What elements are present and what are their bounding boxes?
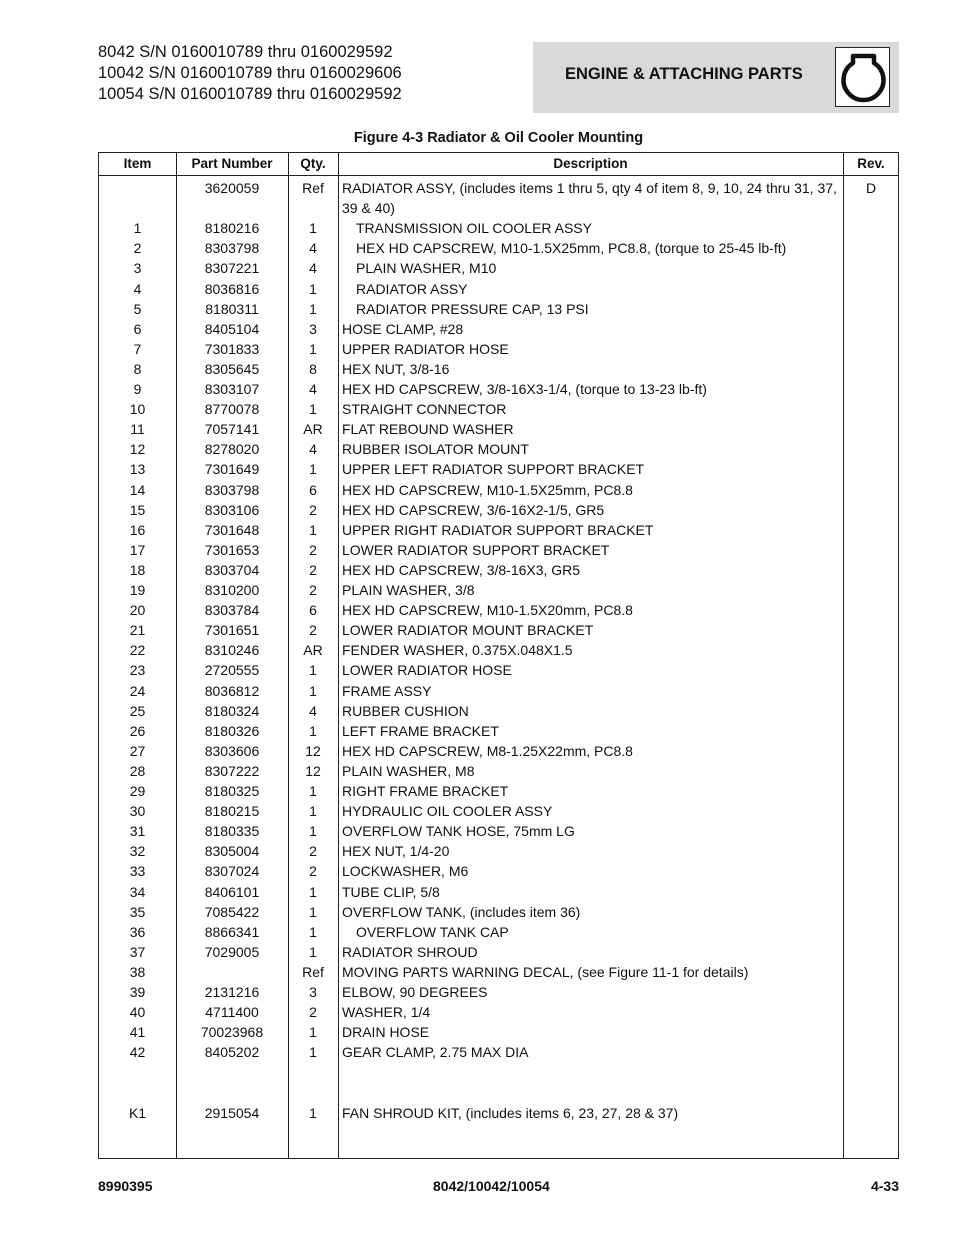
qty-cell: 2 [309,1004,317,1021]
part-number-cell: 7085422 [204,903,260,920]
qty-cell: 12 [305,742,321,759]
part-number-cell: 8180326 [204,722,260,739]
parts-table [98,152,899,1159]
description-cell: HYDRAULIC OIL COOLER ASSY [342,803,553,820]
description-cell: HOSE CLAMP, #28 [342,320,464,337]
qty-cell: 2 [309,582,317,598]
description-cell: TUBE CLIP, 5/8 [342,883,440,900]
item-cell: 39 [129,984,146,1000]
description-cell: OVERFLOW TANK CAP [356,923,509,940]
description-cell: HEX NUT, 3/8-16 [342,360,450,377]
qty-cell: 1 [309,1104,317,1121]
part-number-cell: 8180324 [204,702,260,719]
part-number-cell: 8307024 [204,863,260,880]
item-cell: 13 [129,461,146,478]
qty-cell: 2 [309,843,317,860]
item-cell: 41 [129,1024,146,1041]
item-cell: 31 [129,823,146,840]
item-cell: 9 [133,381,142,397]
description-cell: RADIATOR SHROUD [342,943,478,960]
qty-cell: 2 [309,541,317,558]
qty-cell: 2 [309,561,317,578]
part-number-cell: 8303107 [204,381,260,397]
part-number-cell: 8303606 [204,742,260,759]
footer-page-number: 4-33 [870,1178,899,1194]
qty-cell: 8 [309,360,317,377]
item-cell: 15 [129,501,146,518]
qty-cell: 2 [309,622,317,639]
qty-cell: AR [303,642,323,659]
description-cell: FENDER WASHER, 0.375X.048X1.5 [342,642,573,659]
qty-cell: 4 [309,441,317,458]
engine-icon [835,47,890,107]
part-number-cell: 8180216 [204,220,260,237]
item-cell: 14 [129,481,146,498]
qty-cell: 1 [309,220,317,237]
part-number-cell: 8303704 [204,561,260,578]
qty-cell: 4 [309,702,317,719]
description-cell: UPPER LEFT RADIATOR SUPPORT BRACKET [342,461,645,478]
description-cell: MOVING PARTS WARNING DECAL, (see Figure 11-1 for details) [342,963,749,980]
description-cell: RIGHT FRAME BRACKET [342,783,509,799]
description-cell: LEFT FRAME BRACKET [342,722,499,739]
item-cell: 8 [133,360,142,377]
serial-range-10054: 10054 S/N 0160010789 thru 0160029592 [98,85,402,103]
description-cell: HEX HD CAPSCREW, M8-1.25X22mm, PC8.8 [342,742,633,759]
item-cell: 6 [133,320,142,337]
part-number-cell: 7301649 [204,461,260,478]
part-number-cell: 8303106 [204,501,260,518]
item-cell: 37 [129,943,146,960]
qty-cell: AR [303,421,323,438]
item-cell: 19 [129,582,146,598]
item-cell: 36 [129,923,146,940]
description-cell: RADIATOR ASSY, (includes items 1 thru 5, qty 4 of item 8, 9, 10, 24 thru 31, 37, 39 & 40) [342,180,837,217]
description-cell: HEX HD CAPSCREW, M10-1.5X25mm, PC8.8 [342,481,633,498]
qty-cell: 1 [309,662,317,679]
part-number-cell: 8305645 [204,360,260,377]
qty-cell: 1 [309,883,317,900]
part-number-cell: 8406101 [204,883,260,900]
item-cell: 32 [129,843,146,860]
column-header-rev: Rev. [857,156,885,171]
part-number-cell: 8180325 [204,783,260,799]
section-title: ENGINE & ATTACHING PARTS [565,65,803,83]
item-cell: 11 [130,421,145,438]
qty-cell: 4 [309,260,317,277]
description-cell: WASHER, 1/4 [342,1004,431,1021]
description-cell: LOWER RADIATOR SUPPORT BRACKET [342,541,610,558]
qty-cell: 1 [309,943,317,960]
item-cell: 38 [129,963,146,980]
part-number-cell: 2720555 [204,662,260,679]
description-cell: HEX HD CAPSCREW, M10-1.5X25mm, PC8.8, (torque to 25-45 lb-ft) [356,240,787,257]
item-cell: 25 [129,702,146,719]
qty-cell: 4 [309,240,317,257]
part-number-cell: 8180335 [204,823,260,840]
item-cell: 7 [133,340,142,357]
serial-range-10042: 10042 S/N 0160010789 thru 0160029606 [98,64,402,82]
part-number-cell: 8303798 [204,240,260,257]
item-cell: 21 [129,622,146,639]
item-cell: 22 [129,642,146,659]
part-number-cell: 3620059 [204,180,260,196]
description-cell: LOCKWASHER, M6 [342,863,469,880]
item-cell: 40 [129,1004,146,1021]
qty-cell: 1 [309,903,317,920]
item-cell: 28 [129,762,146,779]
description-cell: OVERFLOW TANK HOSE, 75mm LG [342,823,575,840]
description-cell: LOWER RADIATOR MOUNT BRACKET [342,622,594,639]
part-number-cell: 8036812 [204,682,260,699]
description-cell: GEAR CLAMP, 2.75 MAX DIA [342,1044,529,1061]
qty-cell: 1 [309,823,317,840]
serial-range-8042: 8042 S/N 0160010789 thru 0160029592 [98,43,393,61]
column-divider [338,153,339,1158]
item-cell: 24 [129,682,146,699]
description-cell: FRAME ASSY [342,682,432,699]
item-cell: 16 [129,521,146,538]
qty-cell: 1 [309,682,317,699]
description-cell: UPPER RIGHT RADIATOR SUPPORT BRACKET [342,521,654,538]
item-cell: 4 [133,280,142,297]
item-cell: 26 [129,722,146,739]
section-header [533,42,899,113]
part-number-cell: 8770078 [204,401,260,418]
qty-cell: 1 [309,1024,317,1041]
part-number-cell: 2915054 [204,1104,260,1121]
item-cell: 2 [133,240,142,257]
description-cell: PLAIN WASHER, 3/8 [342,582,475,598]
part-number-cell: 8307222 [204,762,260,779]
qty-cell: 1 [309,300,317,317]
description-cell: HEX HD CAPSCREW, 3/8-16X3, GR5 [342,561,581,578]
qty-cell: Ref [302,963,324,980]
table-header [99,153,898,176]
part-number-cell: 2131216 [204,984,260,1000]
item-cell: 12 [129,441,146,458]
column-header-part-number: Part Number [191,156,273,171]
item-cell: 17 [129,541,146,558]
serial-ranges [98,42,402,105]
part-number-cell: 8303798 [204,481,260,498]
column-header-item: Item [123,156,152,171]
description-cell: HEX HD CAPSCREW, 3/6-16X2-1/5, GR5 [342,501,605,518]
qty-cell: 1 [309,401,317,418]
part-number-cell: 7057141 [204,421,260,438]
qty-cell: 3 [309,320,317,337]
description-cell: RADIATOR PRESSURE CAP, 13 PSI [356,300,589,317]
part-number-cell: 8180311 [205,300,259,317]
qty-cell: 6 [309,481,317,498]
description-cell: PLAIN WASHER, M10 [356,260,497,277]
description-cell: RUBBER ISOLATOR MOUNT [342,441,529,458]
part-number-cell: 8866341 [204,923,260,940]
description-cell: PLAIN WASHER, M8 [342,762,475,779]
part-number-cell: 8405104 [204,320,260,337]
item-cell: 3 [133,260,142,277]
part-number-cell: 8310200 [204,582,260,598]
rev-cell: D [865,180,877,196]
part-number-cell: 8180215 [204,803,260,820]
description-cell: LOWER RADIATOR HOSE [342,662,512,679]
description-cell: HEX HD CAPSCREW, 3/8-16X3-1/4, (torque to 13-23 lb-ft) [342,381,707,397]
qty-cell: 1 [309,461,317,478]
qty-cell: 4 [309,381,317,397]
description-cell: ELBOW, 90 DEGREES [342,984,488,1000]
part-number-cell: 7301653 [204,541,260,558]
item-cell: K1 [128,1104,147,1121]
item-cell: 27 [129,742,146,759]
item-cell: 10 [129,401,146,418]
qty-cell: 1 [309,280,317,297]
qty-cell: 12 [305,762,321,779]
part-number-cell: 8405202 [204,1044,260,1061]
qty-cell: 3 [309,984,317,1000]
description-cell: HEX NUT, 1/4-20 [342,843,450,860]
qty-cell: 1 [309,1044,317,1061]
item-cell: 1 [133,220,142,237]
column-header-description: Description [553,156,628,171]
description-cell: FLAT REBOUND WASHER [342,421,514,438]
part-number-cell: 8307221 [204,260,260,277]
part-number-cell: 7301648 [204,521,260,538]
qty-cell: 2 [309,863,317,880]
description-cell: TRANSMISSION OIL COOLER ASSY [356,220,592,237]
item-cell: 18 [129,561,146,578]
description-cell: RUBBER CUSHION [342,702,469,719]
qty-cell: 1 [309,783,317,799]
part-number-cell: 8303784 [204,602,260,619]
part-number-cell: 70023968 [200,1024,264,1041]
qty-cell: 1 [309,923,317,940]
item-cell: 33 [129,863,146,880]
description-cell: DRAIN HOSE [342,1024,430,1041]
part-number-cell: 4711400 [205,1004,259,1021]
part-number-cell: 8036816 [204,280,260,297]
description-cell: STRAIGHT CONNECTOR [342,401,507,418]
qty-cell: 1 [309,722,317,739]
item-cell: 23 [129,662,146,679]
part-number-cell: 7029005 [204,943,260,960]
part-number-cell: 8310246 [204,642,260,659]
column-header-qty: Qty. [300,156,326,171]
qty-cell: 2 [309,501,317,518]
item-cell: 5 [133,300,142,317]
description-cell: FAN SHROUD KIT, (includes items 6, 23, 27, 28 & 37) [342,1104,679,1121]
item-cell: 29 [129,783,146,799]
part-number-cell: 7301651 [204,622,260,639]
qty-cell: 1 [309,340,317,357]
description-cell: UPPER RADIATOR HOSE [342,340,509,357]
qty-cell: 6 [309,602,317,619]
item-cell: 34 [129,883,146,900]
part-number-cell: 7301833 [204,340,260,357]
footer-model-numbers: 8042/10042/10054 [433,1178,550,1194]
figure-title: Figure 4-3 Radiator & Oil Cooler Mounting [353,130,644,146]
description-cell: HEX HD CAPSCREW, M10-1.5X20mm, PC8.8 [342,602,633,619]
qty-cell: 1 [309,803,317,820]
footer-document-number: 8990395 [98,1178,153,1194]
item-cell: 20 [129,602,146,619]
item-cell: 30 [129,803,146,820]
description-cell: OVERFLOW TANK, (includes item 36) [342,903,581,920]
description-cell: RADIATOR ASSY [356,280,468,297]
item-cell: 35 [129,903,146,920]
item-cell: 42 [129,1044,146,1061]
part-number-cell: 8278020 [204,441,260,458]
qty-cell: 1 [309,521,317,538]
qty-cell: Ref [302,180,324,196]
part-number-cell: 8305004 [204,843,260,860]
